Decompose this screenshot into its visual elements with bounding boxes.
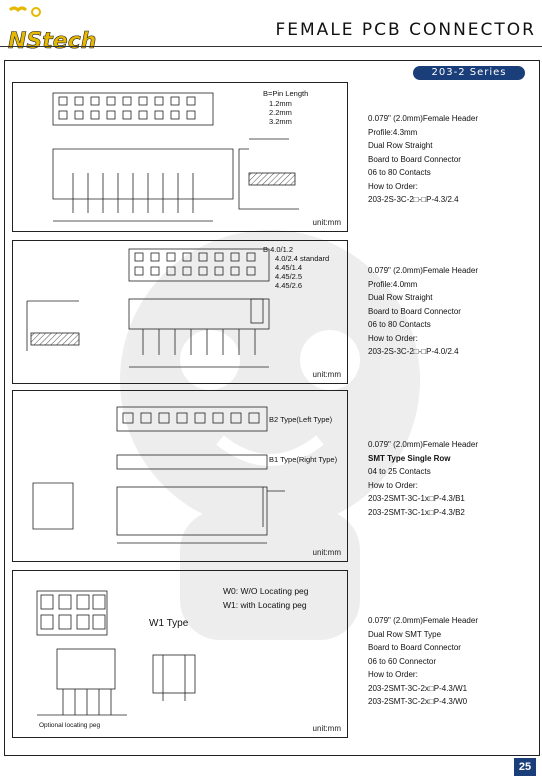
desc-line: 06 to 60 Connector	[368, 656, 437, 666]
drawing-panel-3	[12, 390, 348, 562]
right-type-label: B1 Type(Right Type)	[269, 455, 338, 464]
desc-line: 0.079" (2.0mm)Female Header	[368, 616, 478, 625]
drawing-panel-1	[12, 82, 348, 232]
page-title: FEMALE PCB CONNECTOR	[275, 20, 536, 40]
drawing-panel-2	[12, 240, 348, 384]
desc-line: 203-2SMT-3C-1x□P-4.3/B2	[368, 507, 465, 517]
desc-line: Board to Board Connector	[368, 306, 461, 316]
desc-line: SMT Type Single Row	[368, 453, 451, 463]
description-block-4	[368, 614, 538, 709]
locating-peg-option: W0: W/O Locating peg	[223, 586, 309, 596]
desc-line: 203-2S-3C-2□-□P-4.3/2.4	[368, 195, 459, 204]
drawing-panel-4	[12, 570, 348, 738]
series-badge: 203-2 Series	[413, 66, 525, 80]
desc-line: How to Order:	[368, 480, 418, 490]
page-number: 25	[514, 758, 536, 776]
desc-line: 203-2SMT-3C-2x□P-4.3/W1	[368, 683, 468, 693]
unit-label: unit:mm	[312, 370, 341, 379]
desc-line: How to Order:	[368, 670, 418, 679]
unit-label: unit:mm	[312, 724, 341, 733]
profile-option-label: B 4.0/1.2	[263, 245, 294, 254]
svg-text:NStech: NStech	[8, 29, 97, 54]
desc-line: 203-2S-3C-2□-□P-4.0/2.4	[368, 347, 459, 356]
desc-line: Dual Row Straight	[368, 293, 433, 302]
desc-line: 0.079" (2.0mm)Female Header	[368, 440, 478, 449]
desc-line: 04 to 25 Contacts	[368, 467, 431, 476]
desc-line: How to Order:	[368, 333, 418, 343]
pin-length-label: B=Pin Length	[263, 89, 309, 98]
profile-option: 4.45/2.6	[275, 281, 303, 290]
w1-type-label: W1 Type	[149, 618, 189, 629]
locating-peg-option: W1: with Locating peg	[223, 600, 307, 610]
desc-line: 0.079" (2.0mm)Female Header	[368, 114, 478, 123]
desc-line: Dual Row SMT Type	[368, 629, 442, 639]
left-type-label: B2 Type(Left Type)	[269, 415, 333, 424]
desc-line: Profile:4.3mm	[368, 127, 418, 137]
profile-option: 4.45/1.4	[275, 263, 303, 272]
desc-line: Profile:4.0mm	[368, 279, 418, 289]
optional-peg-label: Optional locating peg	[39, 722, 101, 729]
pin-length-option: 3.2mm	[269, 117, 292, 126]
profile-option: 4.45/2.5	[275, 272, 303, 281]
header-divider	[0, 46, 542, 47]
description-block-3	[368, 438, 538, 519]
desc-line: Dual Row Straight	[368, 141, 433, 150]
desc-line: 0.079" (2.0mm)Female Header	[368, 266, 478, 275]
pin-length-option: 2.2mm	[269, 108, 292, 117]
pin-length-option: 1.2mm	[269, 99, 292, 108]
desc-line: 203-2SMT-3C-2x□P-4.3/W0	[368, 697, 468, 706]
unit-label: unit:mm	[312, 218, 341, 227]
profile-option: 4.0/2.4 standard	[275, 254, 330, 263]
unit-label: unit:mm	[312, 548, 341, 557]
desc-line: 203-2SMT-3C-1x□P-4.3/B1	[368, 494, 465, 503]
technical-drawing-1	[13, 83, 347, 231]
description-block-1	[368, 112, 538, 207]
description-block-2	[368, 264, 538, 359]
desc-line: 06 to 80 Contacts	[368, 168, 431, 177]
desc-line: Board to Board Connector	[368, 154, 461, 164]
desc-line: Board to Board Connector	[368, 643, 461, 652]
desc-line: 06 to 80 Contacts	[368, 320, 431, 329]
desc-line: How to Order:	[368, 181, 418, 191]
